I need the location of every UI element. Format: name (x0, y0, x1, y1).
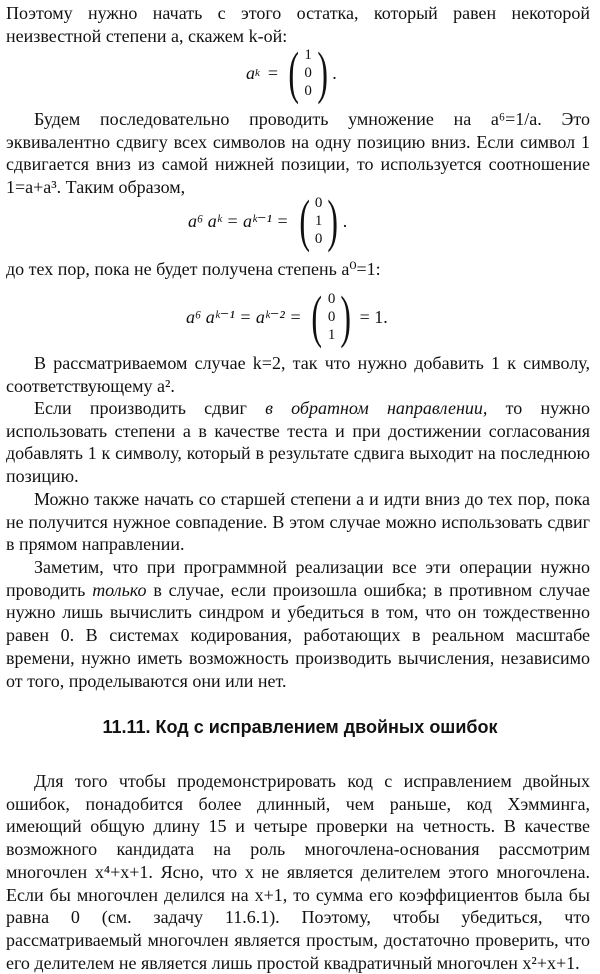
eq1-c0: 1 (304, 47, 312, 63)
paragraph-5 (6, 397, 590, 488)
eq1-tail: . (332, 63, 337, 83)
paragraph-1: Поэтому нужно начать с этого остатка, который равен некоторой неизвестной степени a, скажем k-ой: (6, 3, 590, 46)
para5-part-b: то нужно использовать степени a в качестве теста и при достижении согласования добавлять 1 к символу, который в результате сдвига выходит на последнюю позицию. (6, 398, 590, 487)
paragraph-8: Для того чтобы продемонстрировать код с исправлением двойных ошибок, понадобится более длинный, чем раньше, код Хэмминга, имеющий общую длину 15 и четыре проверки на четность. В качестве возможного кандидата на роль многочлена-основания рассмотрим многочлен x⁴+x+1. Ясно, что x не является делителем этого многочлена. Если бы многочлен делился на x+1, то сумма его коэффициентов была бы равна 0 (см. задачу 11.6.1). Поэтому, чтобы убедиться, что рассматриваемый многочлен является простым, достаточно проверить, что его делителем не является лишь простой квадратичный многочлен x²+x+1. (6, 771, 590, 973)
eq1-c2: 0 (304, 83, 312, 99)
section-heading: 11.11. Код с исправлением двойных ошибок (102, 717, 498, 737)
eq2-c0: 0 (314, 195, 323, 211)
eq2-tail: . (342, 211, 348, 231)
eq2-vector: ( 0 1 0 ) (298, 188, 339, 253)
eq3-c2: 1 (327, 327, 336, 343)
eq3-c0: 0 (327, 291, 336, 307)
eq1-vector: ( 1 0 0 ) (288, 40, 328, 105)
eq3-vector: ( 0 0 1 ) (311, 284, 352, 349)
para5-italic: в обратном направлении, (265, 398, 488, 418)
para7-part-b: в случае, если произошла ошибка; в противном случае нужно лишь вычислить синдром и убедиться в том, что он тождественно равен 0. В системах кодирования, работающих в реальном масштабе времени, нужно иметь возможность производить вычисления, независимо от того, проделываются они или нет. (6, 579, 590, 691)
eq1-c1: 0 (304, 65, 312, 81)
paragraph-2: Будем последовательно проводить умножение на a⁶=1/a. Это эквивалентно сдвигу всех символов на одну позицию вниз. Если символ 1 сдвигается вниз из самой нижней позиции, то используется соотношение 1=a+a³. Таким образом, (6, 109, 590, 198)
paragraph-7 (6, 556, 590, 692)
para7-italic: только (92, 579, 147, 600)
eq2-c2: 0 (314, 231, 323, 247)
eq3-tail: = 1. (359, 307, 388, 327)
eq2-lhs: a⁶ aᵏ = aᵏ⁻¹ = (188, 211, 289, 231)
eq3-lhs: a⁶ aᵏ⁻¹ = aᵏ⁻² = (186, 307, 302, 327)
eq3-c1: 0 (327, 309, 336, 325)
equation-2 (188, 188, 348, 253)
para5-part-a: Если производить сдвиг (34, 398, 266, 418)
paragraph-4: В рассматриваемом случае k=2, так что нужно добавить 1 к символу, соответствующему a². (6, 353, 590, 396)
eq2-c1: 1 (314, 213, 323, 229)
equation-1: a k = ( 1 0 0 ) . (246, 40, 337, 105)
para7-part-a: Заметим, что при программной реализации все эти операции нужно проводить (6, 557, 590, 600)
paragraph-3: до тех пор, пока не будет получена степень a⁰=1: (6, 259, 381, 279)
paragraph-6: Можно также начать со старшей степени a и идти вниз до тех пор, пока не получится нужное совпадение. В этом случае можно использовать сдвиг в прямом направлении. (6, 489, 590, 555)
equation-3 (186, 284, 388, 349)
eq1-lhs: a (246, 63, 255, 83)
eq1-rel: = (267, 63, 279, 83)
